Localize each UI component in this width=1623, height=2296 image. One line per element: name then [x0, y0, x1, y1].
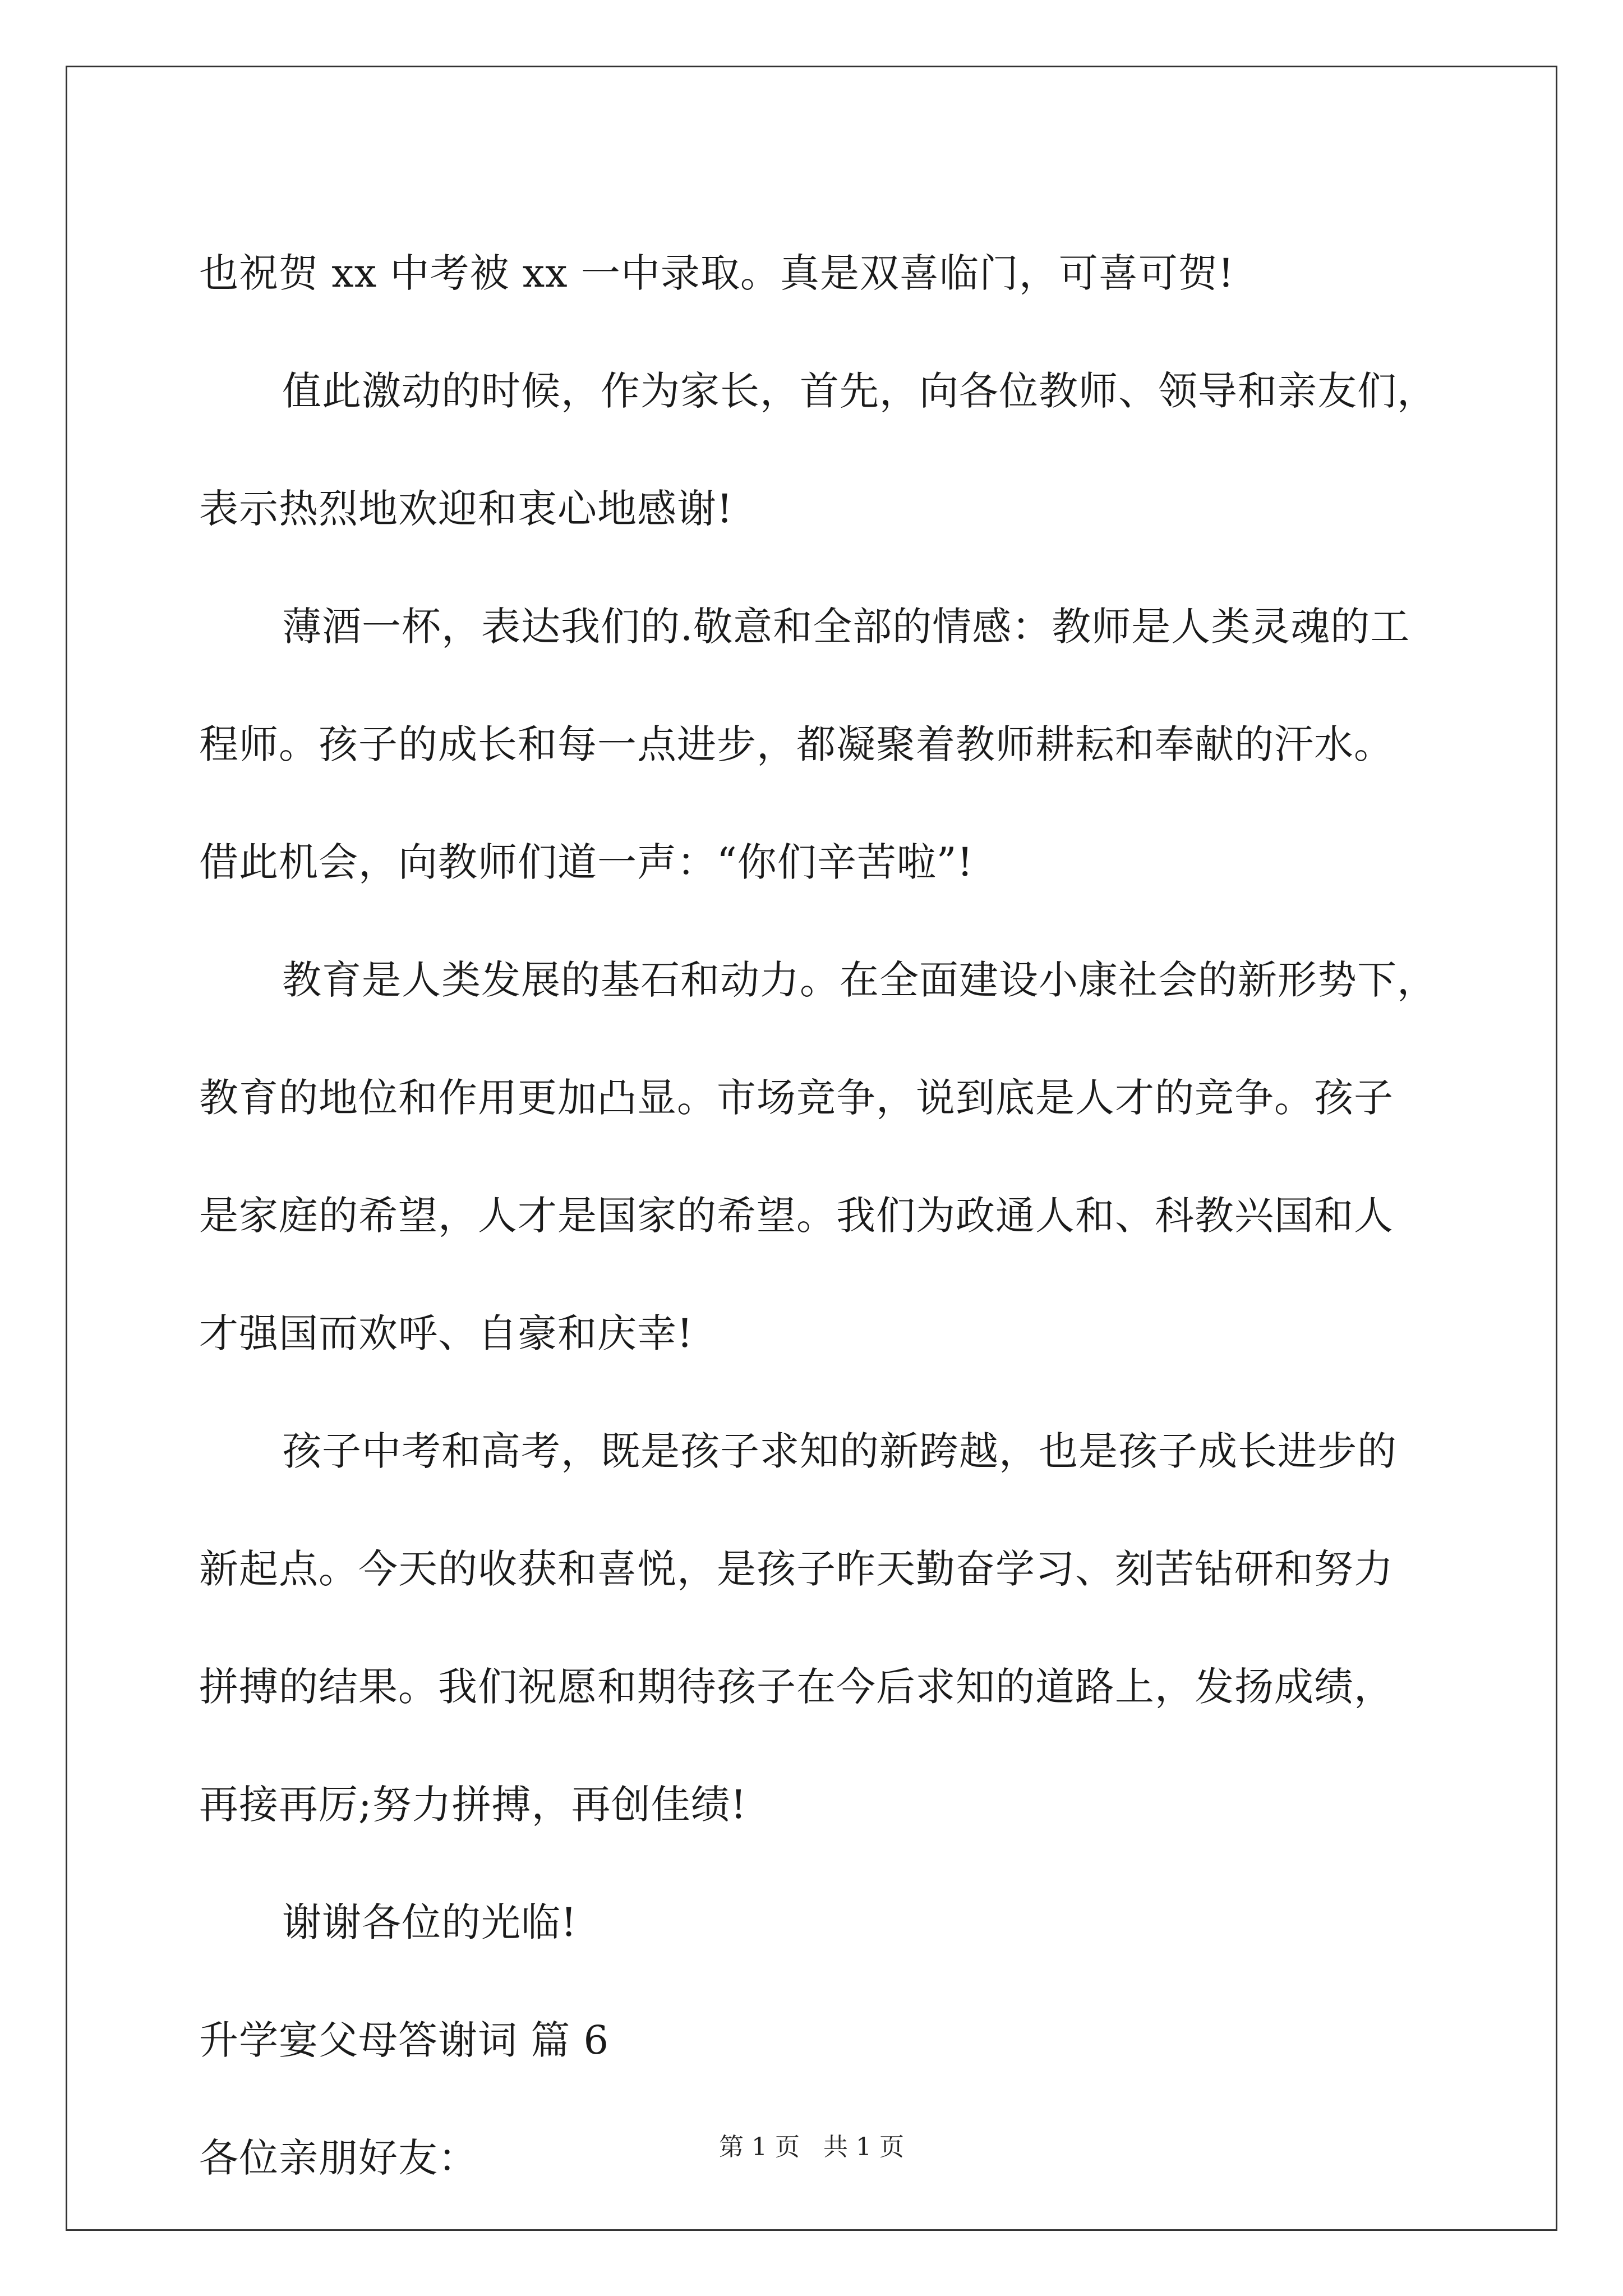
paragraph-start-line: 薄酒一杯，表达我们的.敬意和全部的情感：教师是人类灵魂的工: [282, 604, 1410, 650]
text-line: 教育的地位和作用更加凸显。市场竞争，说到底是人才的竞争。孩子: [199, 1075, 1394, 1121]
text-line: 也祝贺 xx 中考被 xx 一中录取。真是双喜临门，可喜可贺!: [199, 250, 1235, 296]
paragraph-start-line: 教育是人类发展的基石和动力。在全面建设小康社会的新形势下，: [282, 957, 1437, 1003]
paragraph-start-line: 谢谢各位的光临!: [282, 1899, 578, 1945]
paragraph-start-line: 孩子中考和高考，既是孩子求知的新跨越，也是孩子成长进步的: [282, 1428, 1397, 1474]
document-body: [199, 214, 1489, 2217]
text-line: 程师。孩子的成长和每一点进步，都凝聚着教师耕耘和奉献的汗水。: [199, 721, 1394, 767]
text-line: 是家庭的希望，人才是国家的希望。我们为政通人和、科教兴国和人: [199, 1193, 1394, 1239]
section-heading: 升学宴父母答谢词 篇 6: [199, 2017, 610, 2063]
salutation-line: 各位亲朋好友：: [199, 2135, 478, 2181]
page-footer: 第 1 页 共 1 页: [719, 2133, 904, 2161]
text-line: 新起点。今天的收获和喜悦，是孩子昨天勤奋学习、刻苦钻研和努力: [199, 1546, 1394, 1592]
text-line: 拼搏的结果。我们祝愿和期待孩子在今后求知的道路上，发扬成绩，: [199, 1664, 1394, 1710]
paragraph-start-line: 值此激动的时候，作为家长，首先，向各位教师、领导和亲友们，: [282, 368, 1437, 414]
text-line: 再接再厉;努力拼搏，再创佳绩!: [199, 1782, 747, 1828]
text-line: 才强国而欢呼、自豪和庆幸!: [199, 1310, 694, 1356]
text-line: 表示热烈地欢迎和衷心地感谢!: [199, 486, 734, 532]
text-line: 借此机会，向教师们道一声：“你们辛苦啦”!: [199, 839, 974, 885]
